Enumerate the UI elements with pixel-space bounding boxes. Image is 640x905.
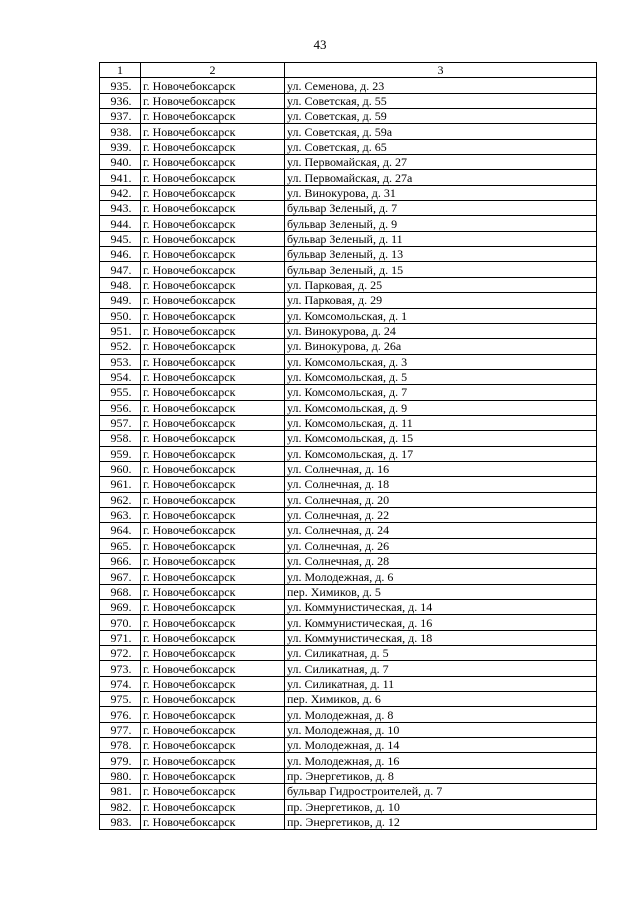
row-city: г. Новочебоксарск (141, 93, 285, 108)
row-number: 945. (100, 231, 141, 246)
row-address: ул. Винокурова, д. 26а (285, 339, 597, 354)
row-city: г. Новочебоксарск (141, 461, 285, 476)
row-city: г. Новочебоксарск (141, 78, 285, 93)
row-city: г. Новочебоксарск (141, 569, 285, 584)
row-city: г. Новочебоксарск (141, 584, 285, 599)
row-address: пр. Энергетиков, д. 8 (285, 768, 597, 783)
row-number: 964. (100, 523, 141, 538)
table-row (100, 78, 597, 93)
row-city: г. Новочебоксарск (141, 492, 285, 507)
row-city: г. Новочебоксарск (141, 554, 285, 569)
row-city: г. Новочебоксарск (141, 753, 285, 768)
table-row (100, 155, 597, 170)
address-table (99, 62, 597, 830)
row-number: 940. (100, 155, 141, 170)
row-address: бульвар Зеленый, д. 9 (285, 216, 597, 231)
row-number: 976. (100, 707, 141, 722)
row-address: ул. Солнечная, д. 28 (285, 554, 597, 569)
row-address: ул. Советская, д. 65 (285, 139, 597, 154)
row-city: г. Новочебоксарск (141, 354, 285, 369)
row-address: ул. Советская, д. 55 (285, 93, 597, 108)
row-number: 956. (100, 400, 141, 415)
row-city: г. Новочебоксарск (141, 630, 285, 645)
table-row (100, 93, 597, 108)
row-city: г. Новочебоксарск (141, 523, 285, 538)
row-number: 942. (100, 185, 141, 200)
row-number: 965. (100, 538, 141, 553)
row-number: 974. (100, 676, 141, 691)
table-row (100, 323, 597, 338)
page-number: 43 (313, 37, 327, 52)
row-address: бульвар Зеленый, д. 11 (285, 231, 597, 246)
row-address: ул. Советская, д. 59а (285, 124, 597, 139)
row-city: г. Новочебоксарск (141, 615, 285, 630)
table-row (100, 814, 597, 829)
row-address: пр. Энергетиков, д. 10 (285, 799, 597, 814)
row-number: 941. (100, 170, 141, 185)
row-city: г. Новочебоксарск (141, 262, 285, 277)
row-number: 978. (100, 738, 141, 753)
row-city: г. Новочебоксарск (141, 538, 285, 553)
row-number: 957. (100, 415, 141, 430)
row-city: г. Новочебоксарск (141, 600, 285, 615)
row-address: ул. Коммунистическая, д. 18 (285, 630, 597, 645)
row-city: г. Новочебоксарск (141, 784, 285, 799)
table-row (100, 170, 597, 185)
row-address: ул. Солнечная, д. 22 (285, 507, 597, 522)
row-number: 963. (100, 507, 141, 522)
row-city: г. Новочебоксарск (141, 799, 285, 814)
row-city: г. Новочебоксарск (141, 339, 285, 354)
table-row (100, 784, 597, 799)
row-number: 982. (100, 799, 141, 814)
row-number: 960. (100, 461, 141, 476)
table-row (100, 124, 597, 139)
table-row (100, 308, 597, 323)
row-address: ул. Комсомольская, д. 17 (285, 446, 597, 461)
row-address: бульвар Зеленый, д. 7 (285, 201, 597, 216)
table-row (100, 768, 597, 783)
column-header-address: 3 (285, 63, 597, 78)
row-city: г. Новочебоксарск (141, 139, 285, 154)
table-row (100, 277, 597, 292)
row-address: ул. Солнечная, д. 26 (285, 538, 597, 553)
table-row (100, 293, 597, 308)
row-city: г. Новочебоксарск (141, 109, 285, 124)
row-number: 949. (100, 293, 141, 308)
row-address: ул. Молодежная, д. 14 (285, 738, 597, 753)
row-city: г. Новочебоксарск (141, 201, 285, 216)
row-number: 943. (100, 201, 141, 216)
row-city: г. Новочебоксарск (141, 170, 285, 185)
row-address: ул. Силикатная, д. 11 (285, 676, 597, 691)
row-number: 958. (100, 431, 141, 446)
table-row (100, 738, 597, 753)
table-row (100, 201, 597, 216)
row-address: ул. Комсомольская, д. 1 (285, 308, 597, 323)
row-address: ул. Молодежная, д. 8 (285, 707, 597, 722)
row-address: ул. Солнечная, д. 20 (285, 492, 597, 507)
table-row (100, 369, 597, 384)
row-city: г. Новочебоксарск (141, 722, 285, 737)
table-row (100, 415, 597, 430)
row-number: 946. (100, 247, 141, 262)
table-row (100, 600, 597, 615)
row-number: 981. (100, 784, 141, 799)
table-row (100, 431, 597, 446)
table-header-row (100, 63, 597, 78)
row-city: г. Новочебоксарск (141, 369, 285, 384)
row-address: ул. Молодежная, д. 10 (285, 722, 597, 737)
table-row (100, 461, 597, 476)
row-number: 955. (100, 385, 141, 400)
row-address: ул. Силикатная, д. 5 (285, 646, 597, 661)
row-city: г. Новочебоксарск (141, 646, 285, 661)
row-city: г. Новочебоксарск (141, 124, 285, 139)
table-row (100, 707, 597, 722)
row-number: 953. (100, 354, 141, 369)
row-city: г. Новочебоксарск (141, 814, 285, 829)
row-number: 968. (100, 584, 141, 599)
table-row (100, 538, 597, 553)
row-city: г. Новочебоксарск (141, 738, 285, 753)
row-number: 975. (100, 692, 141, 707)
row-city: г. Новочебоксарск (141, 216, 285, 231)
row-number: 937. (100, 109, 141, 124)
row-city: г. Новочебоксарск (141, 400, 285, 415)
table-row (100, 354, 597, 369)
table-row (100, 615, 597, 630)
table-row (100, 523, 597, 538)
row-address: ул. Молодежная, д. 6 (285, 569, 597, 584)
row-city: г. Новочебоксарск (141, 431, 285, 446)
row-address: ул. Комсомольская, д. 7 (285, 385, 597, 400)
row-address: бульвар Зеленый, д. 13 (285, 247, 597, 262)
row-address: ул. Семенова, д. 23 (285, 78, 597, 93)
row-city: г. Новочебоксарск (141, 507, 285, 522)
table-row (100, 477, 597, 492)
row-city: г. Новочебоксарск (141, 707, 285, 722)
row-address: ул. Комсомольская, д. 15 (285, 431, 597, 446)
table-row (100, 692, 597, 707)
table-row (100, 109, 597, 124)
row-number: 970. (100, 615, 141, 630)
table-body (100, 78, 597, 830)
row-number: 950. (100, 308, 141, 323)
row-address: ул. Солнечная, д. 24 (285, 523, 597, 538)
row-city: г. Новочебоксарск (141, 768, 285, 783)
column-header-number: 1 (100, 63, 141, 78)
row-city: г. Новочебоксарск (141, 676, 285, 691)
row-number: 944. (100, 216, 141, 231)
row-number: 954. (100, 369, 141, 384)
table-row (100, 139, 597, 154)
row-address: пер. Химиков, д. 6 (285, 692, 597, 707)
table-row (100, 231, 597, 246)
table-row (100, 722, 597, 737)
row-address: ул. Первомайская, д. 27 (285, 155, 597, 170)
row-city: г. Новочебоксарск (141, 155, 285, 170)
row-city: г. Новочебоксарск (141, 446, 285, 461)
row-number: 938. (100, 124, 141, 139)
row-number: 969. (100, 600, 141, 615)
row-number: 939. (100, 139, 141, 154)
row-number: 972. (100, 646, 141, 661)
column-header-city: 2 (141, 63, 285, 78)
row-number: 983. (100, 814, 141, 829)
table-row (100, 216, 597, 231)
row-number: 966. (100, 554, 141, 569)
row-address: ул. Солнечная, д. 18 (285, 477, 597, 492)
row-city: г. Новочебоксарск (141, 247, 285, 262)
table-row (100, 492, 597, 507)
row-address: пер. Химиков, д. 5 (285, 584, 597, 599)
row-address: ул. Советская, д. 59 (285, 109, 597, 124)
table-row (100, 554, 597, 569)
table-row (100, 646, 597, 661)
row-city: г. Новочебоксарск (141, 415, 285, 430)
row-address: пр. Энергетиков, д. 12 (285, 814, 597, 829)
row-number: 962. (100, 492, 141, 507)
row-number: 977. (100, 722, 141, 737)
row-number: 971. (100, 630, 141, 645)
row-city: г. Новочебоксарск (141, 293, 285, 308)
row-number: 952. (100, 339, 141, 354)
row-address: ул. Комсомольская, д. 3 (285, 354, 597, 369)
table-row (100, 676, 597, 691)
table-row (100, 262, 597, 277)
row-number: 948. (100, 277, 141, 292)
table-row (100, 630, 597, 645)
row-address: ул. Винокурова, д. 31 (285, 185, 597, 200)
row-address: ул. Первомайская, д. 27а (285, 170, 597, 185)
row-city: г. Новочебоксарск (141, 277, 285, 292)
row-address: ул. Комсомольская, д. 11 (285, 415, 597, 430)
row-city: г. Новочебоксарск (141, 231, 285, 246)
row-address: ул. Коммунистическая, д. 16 (285, 615, 597, 630)
row-number: 980. (100, 768, 141, 783)
row-number: 947. (100, 262, 141, 277)
row-address: бульвар Зеленый, д. 15 (285, 262, 597, 277)
row-number: 959. (100, 446, 141, 461)
row-address: ул. Солнечная, д. 16 (285, 461, 597, 476)
row-address: ул. Молодежная, д. 16 (285, 753, 597, 768)
row-number: 951. (100, 323, 141, 338)
row-address: ул. Силикатная, д. 7 (285, 661, 597, 676)
row-address: ул. Винокурова, д. 24 (285, 323, 597, 338)
row-number: 936. (100, 93, 141, 108)
row-city: г. Новочебоксарск (141, 308, 285, 323)
row-city: г. Новочебоксарск (141, 323, 285, 338)
row-address: ул. Парковая, д. 25 (285, 277, 597, 292)
row-number: 973. (100, 661, 141, 676)
table-row (100, 507, 597, 522)
table-row (100, 247, 597, 262)
row-city: г. Новочебоксарск (141, 692, 285, 707)
row-city: г. Новочебоксарск (141, 477, 285, 492)
table-row (100, 584, 597, 599)
row-city: г. Новочебоксарск (141, 385, 285, 400)
row-address: ул. Комсомольская, д. 9 (285, 400, 597, 415)
row-number: 961. (100, 477, 141, 492)
row-address: бульвар Гидростроителей, д. 7 (285, 784, 597, 799)
row-number: 967. (100, 569, 141, 584)
row-address: ул. Комсомольская, д. 5 (285, 369, 597, 384)
table-row (100, 799, 597, 814)
table-row (100, 400, 597, 415)
row-city: г. Новочебоксарск (141, 661, 285, 676)
table-row (100, 185, 597, 200)
table-row (100, 569, 597, 584)
row-number: 935. (100, 78, 141, 93)
table-row (100, 339, 597, 354)
table-row (100, 385, 597, 400)
row-number: 979. (100, 753, 141, 768)
table-row (100, 446, 597, 461)
table-row (100, 661, 597, 676)
row-address: ул. Парковая, д. 29 (285, 293, 597, 308)
row-city: г. Новочебоксарск (141, 185, 285, 200)
table-row (100, 753, 597, 768)
row-address: ул. Коммунистическая, д. 14 (285, 600, 597, 615)
